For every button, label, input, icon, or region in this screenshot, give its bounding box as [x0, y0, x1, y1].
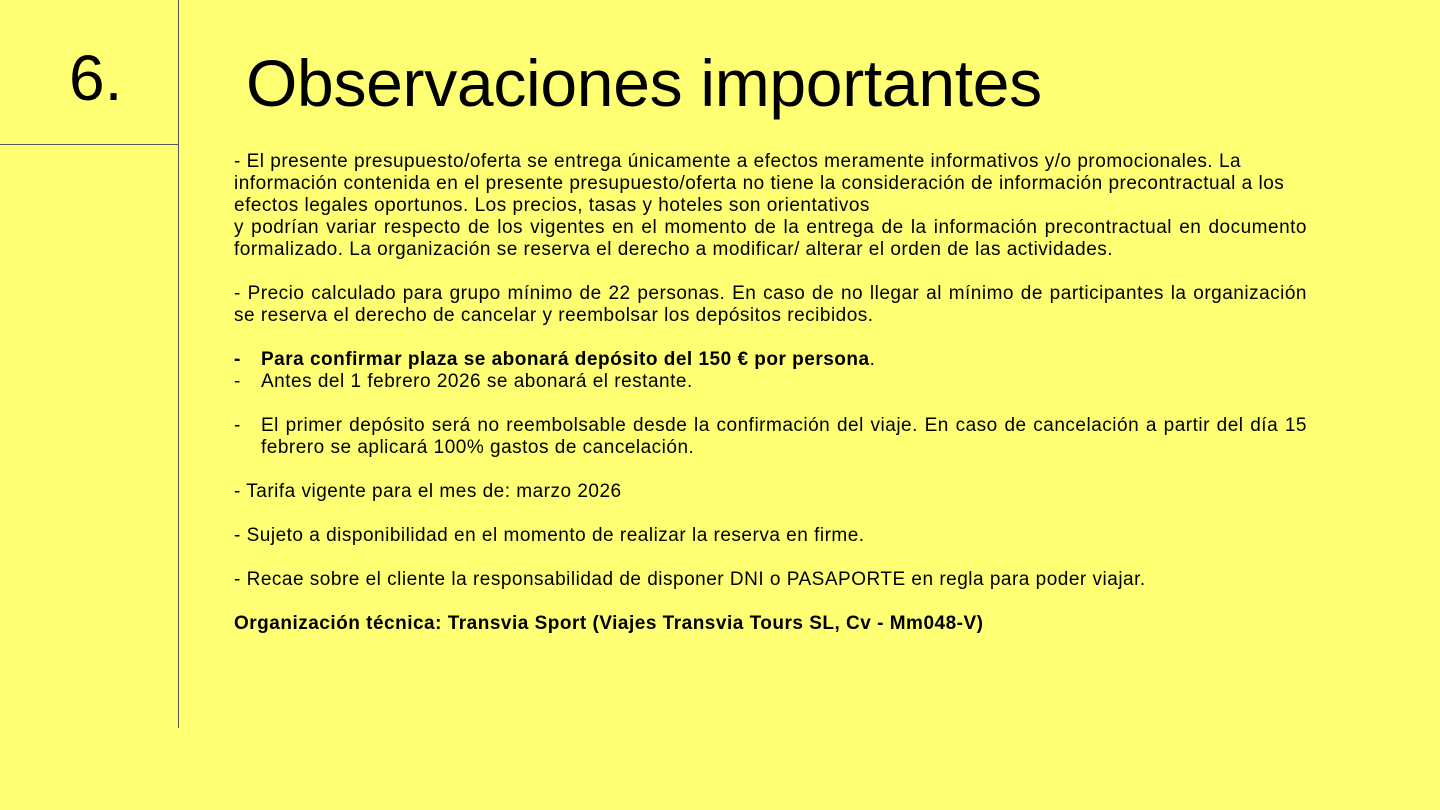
minimum-group-paragraph: - Precio calculado para grupo mínimo de 22 personas. En caso de no llegar al mínimo de participantes la organización se reserva el derecho de cancelar y reembolsar los depósitos recibidos. [234, 283, 1307, 326]
disclaimer-paragraph: - El presente presupuesto/oferta se entrega únicamente a efectos meramente informativos y/o promocionales. La información contenida en el presente presupuesto/oferta no tiene la consideración de información precontractual a los efectos legales oportunos. Los precios, tasas y hoteles son orientativos [234, 151, 1285, 216]
list-dash: - [234, 415, 241, 436]
balance-item [234, 371, 1307, 393]
page-title: Observaciones importantes [246, 46, 1042, 120]
deposit-item [234, 349, 1307, 371]
cancellation-item [234, 415, 1307, 459]
deposit-period: . [869, 349, 876, 370]
availability-paragraph: - Sujeto a disponibilidad en el momento de realizar la reserva en firme. [234, 525, 865, 546]
section-number: 6. [69, 42, 123, 114]
observations-content [234, 151, 1307, 635]
cancellation-text: El primer depósito será no reembolsable desde la confirmación del viaje. En caso de cancelación a partir del día 15 febrero se aplicará 100% gastos de cancelación. [261, 415, 1307, 458]
disclaimer-paragraph-continued: y podrían variar respecto de los vigentes en el momento de la entrega de la información precontractual en documento formalizado. La organización se reserva el derecho a modificar/ alterar el orden de las actividades. [234, 217, 1307, 260]
vertical-divider [178, 0, 179, 728]
deposit-text: Para confirmar plaza se abonará depósito del 150 € por persona [261, 349, 870, 370]
technical-organization: Organización técnica: Transvia Sport (Viajes Transvia Tours SL, Cv - Mm048-V) [234, 613, 984, 634]
list-dash: - [234, 371, 241, 392]
list-dash: - [234, 349, 241, 370]
balance-text: Antes del 1 febrero 2026 se abonará el restante. [261, 371, 693, 392]
tariff-paragraph: - Tarifa vigente para el mes de: marzo 2026 [234, 481, 622, 502]
horizontal-divider [0, 144, 179, 145]
documentation-paragraph: - Recae sobre el cliente la responsabilidad de disponer DNI o PASAPORTE en regla para poder viajar. [234, 569, 1146, 590]
